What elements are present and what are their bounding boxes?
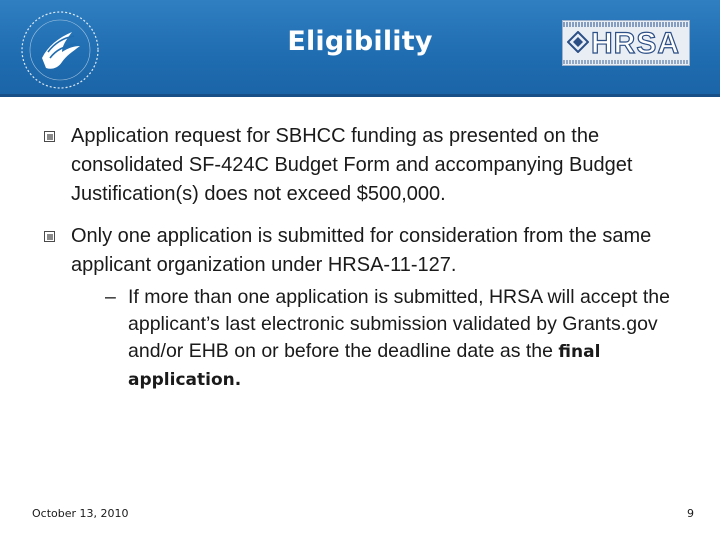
- hrsa-logo: [562, 20, 690, 66]
- page-number: 9: [687, 507, 694, 520]
- sub-bullet-item: [71, 284, 684, 394]
- square-bullet-icon: [44, 231, 55, 242]
- bullet-text: Application request for SBHCC funding as presented on the consolidated SF-424C Budget Form and accompanying Budget Justification(s) does not exceed $500,000.: [71, 125, 633, 205]
- sub-bullet-emphasis: final application.: [128, 342, 601, 390]
- bullet-item: [44, 122, 684, 209]
- bullet-item: [44, 222, 684, 394]
- footer-date: October 13, 2010: [32, 507, 129, 520]
- hrsa-mark-icon: [567, 31, 589, 53]
- bullet-text: Only one application is submitted for consideration from the same applicant organization under HRSA-11-127.: [71, 225, 652, 276]
- square-bullet-icon: [44, 131, 55, 142]
- sub-bullet-text: If more than one application is submitted, HRSA will accept the applicant’s last electronic submission validated by Grants.gov and/or EHB on or before the deadline date as the: [128, 286, 670, 362]
- title-banner: [0, 0, 720, 97]
- hrsa-logo-text: HRSA: [591, 27, 681, 60]
- slide-body: [44, 122, 684, 407]
- dash-marker: –: [105, 286, 116, 308]
- hrsa-logo-bottom-stripe: [563, 60, 689, 64]
- slide-title: Eligibility: [287, 26, 433, 57]
